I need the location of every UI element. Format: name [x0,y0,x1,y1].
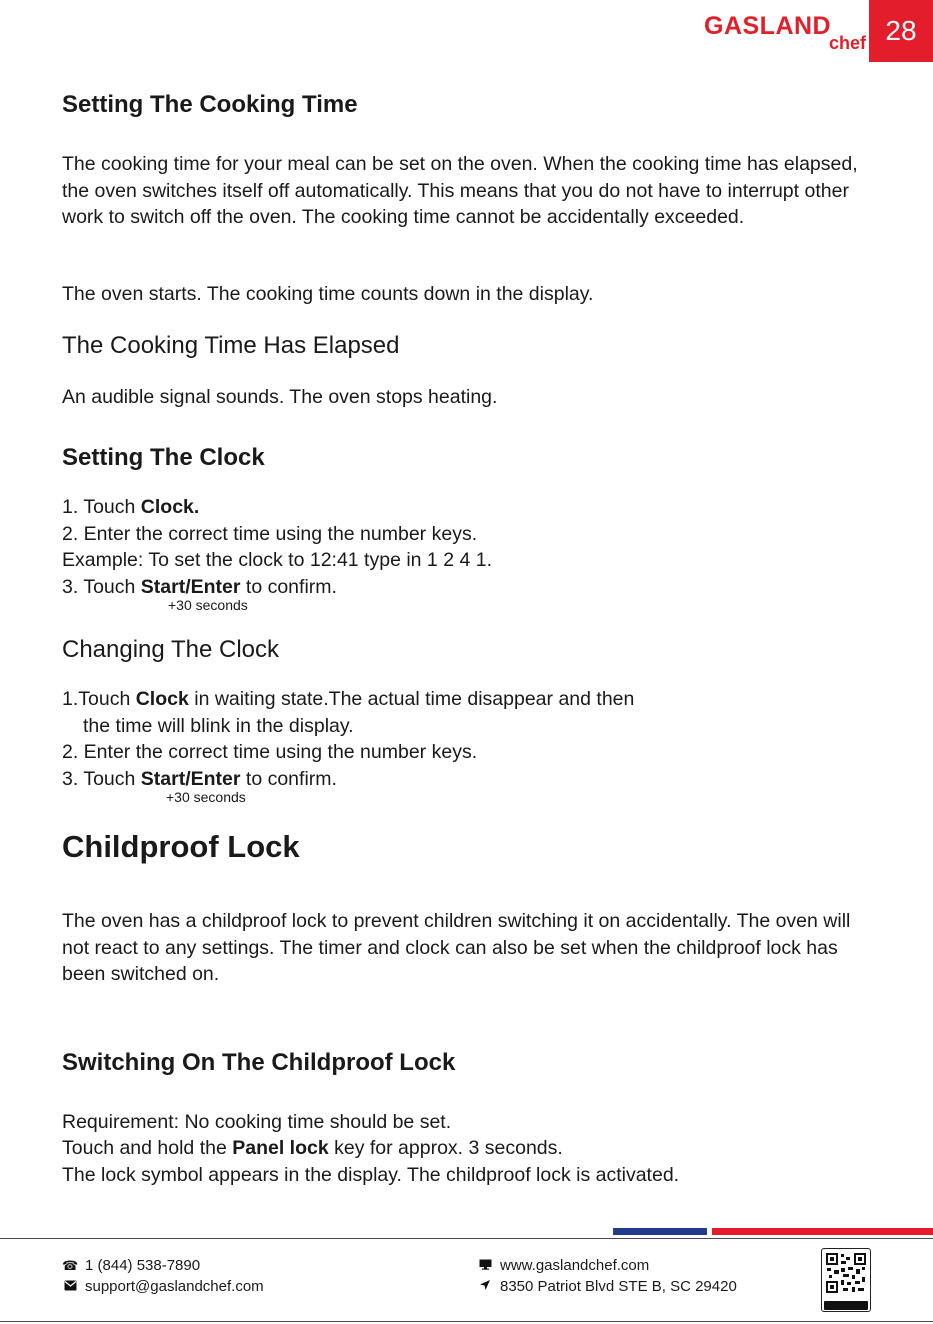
footer-address-text: 8350 Patriot Blvd STE B, SC 29420 [500,1278,737,1295]
setting-clock-key-note: +30 seconds [168,597,248,613]
section-title-childproof: Childproof Lock [62,829,300,864]
section-title-cooking-time: Setting The Cooking Time [62,91,358,118]
brand-logo [704,12,868,54]
footer-phone [62,1257,200,1274]
changing-clock-key-note: +30 seconds [166,789,246,805]
logo-wordmark: GASLAND [704,12,832,40]
elapsed-text: An audible signal sounds. The oven stops heating. [62,386,498,408]
cooking-time-intro: The cooking time for your meal can be set on the oven. When the cooking time has elapsed, the oven switches itself off automatically. This means that you do not have to interrupt other work to switch off the oven. The cooking time cannot be accidentally exceeded. [62,153,858,229]
changing-clock-step-1: 1.Touch Clock in waiting state.The actual time disappear and then [62,688,635,710]
setting-clock-example: Example: To set the clock to 12:41 type in 1 2 4 1. [62,549,492,571]
monitor-icon [477,1258,493,1273]
footer-phone-text: 1 (844) 538-7890 [85,1257,201,1274]
footer-website-link[interactable]: www.gaslandchef.com [500,1257,650,1274]
setting-clock-step-1: 1. Touch Clock. [62,496,200,518]
footer-address [477,1278,737,1295]
section-title-switching-on: Switching On The Childproof Lock [62,1049,456,1076]
switching-on-line-2: Touch and hold the Panel lock key for approx. 3 seconds. [62,1137,563,1159]
switching-on-line-3: The lock symbol appears in the display. The childproof lock is activated. [62,1164,680,1186]
footer-accent-red [712,1228,933,1235]
footer-email-link[interactable]: support@gaslandchef.com [85,1278,264,1295]
footer-bottom-rule [0,1321,933,1322]
setting-clock-step-3: 3. Touch Start/Enter to confirm. [62,576,337,598]
section-title-changing-clock: Changing The Clock [62,636,280,663]
switching-on-line-1: Requirement: No cooking time should be set. [62,1111,452,1133]
changing-clock-step-3: 3. Touch Start/Enter to confirm. [62,768,337,790]
footer-accent-blue [613,1228,707,1235]
qr-code [821,1248,871,1312]
footer-email [62,1278,264,1295]
section-title-setting-clock: Setting The Clock [62,444,265,471]
envelope-icon [62,1279,78,1294]
location-arrow-icon [477,1279,493,1294]
phone-icon: ☎ [62,1257,79,1273]
changing-clock-step-1-cont: the time will blink in the display. [83,715,354,737]
setting-clock-step-2: 2. Enter the correct time using the number keys. [62,523,478,545]
footer-divider [0,1238,933,1239]
changing-clock-step-2: 2. Enter the correct time using the number keys. [62,741,478,763]
childproof-text: The oven has a childproof lock to prevent children switching it on accidentally. The oven will not react to any settings. The timer and clock can also be set when the childproof lock has been switched on. [62,910,851,986]
logo-subword: chef [828,33,866,53]
qr-code-pattern [826,1253,866,1293]
footer-website [477,1257,649,1274]
page-number: 28 [869,0,933,62]
cooking-time-starts: The oven starts. The cooking time counts down in the display. [62,283,594,305]
section-title-elapsed: The Cooking Time Has Elapsed [62,332,400,359]
qr-caption-bar [824,1301,868,1310]
